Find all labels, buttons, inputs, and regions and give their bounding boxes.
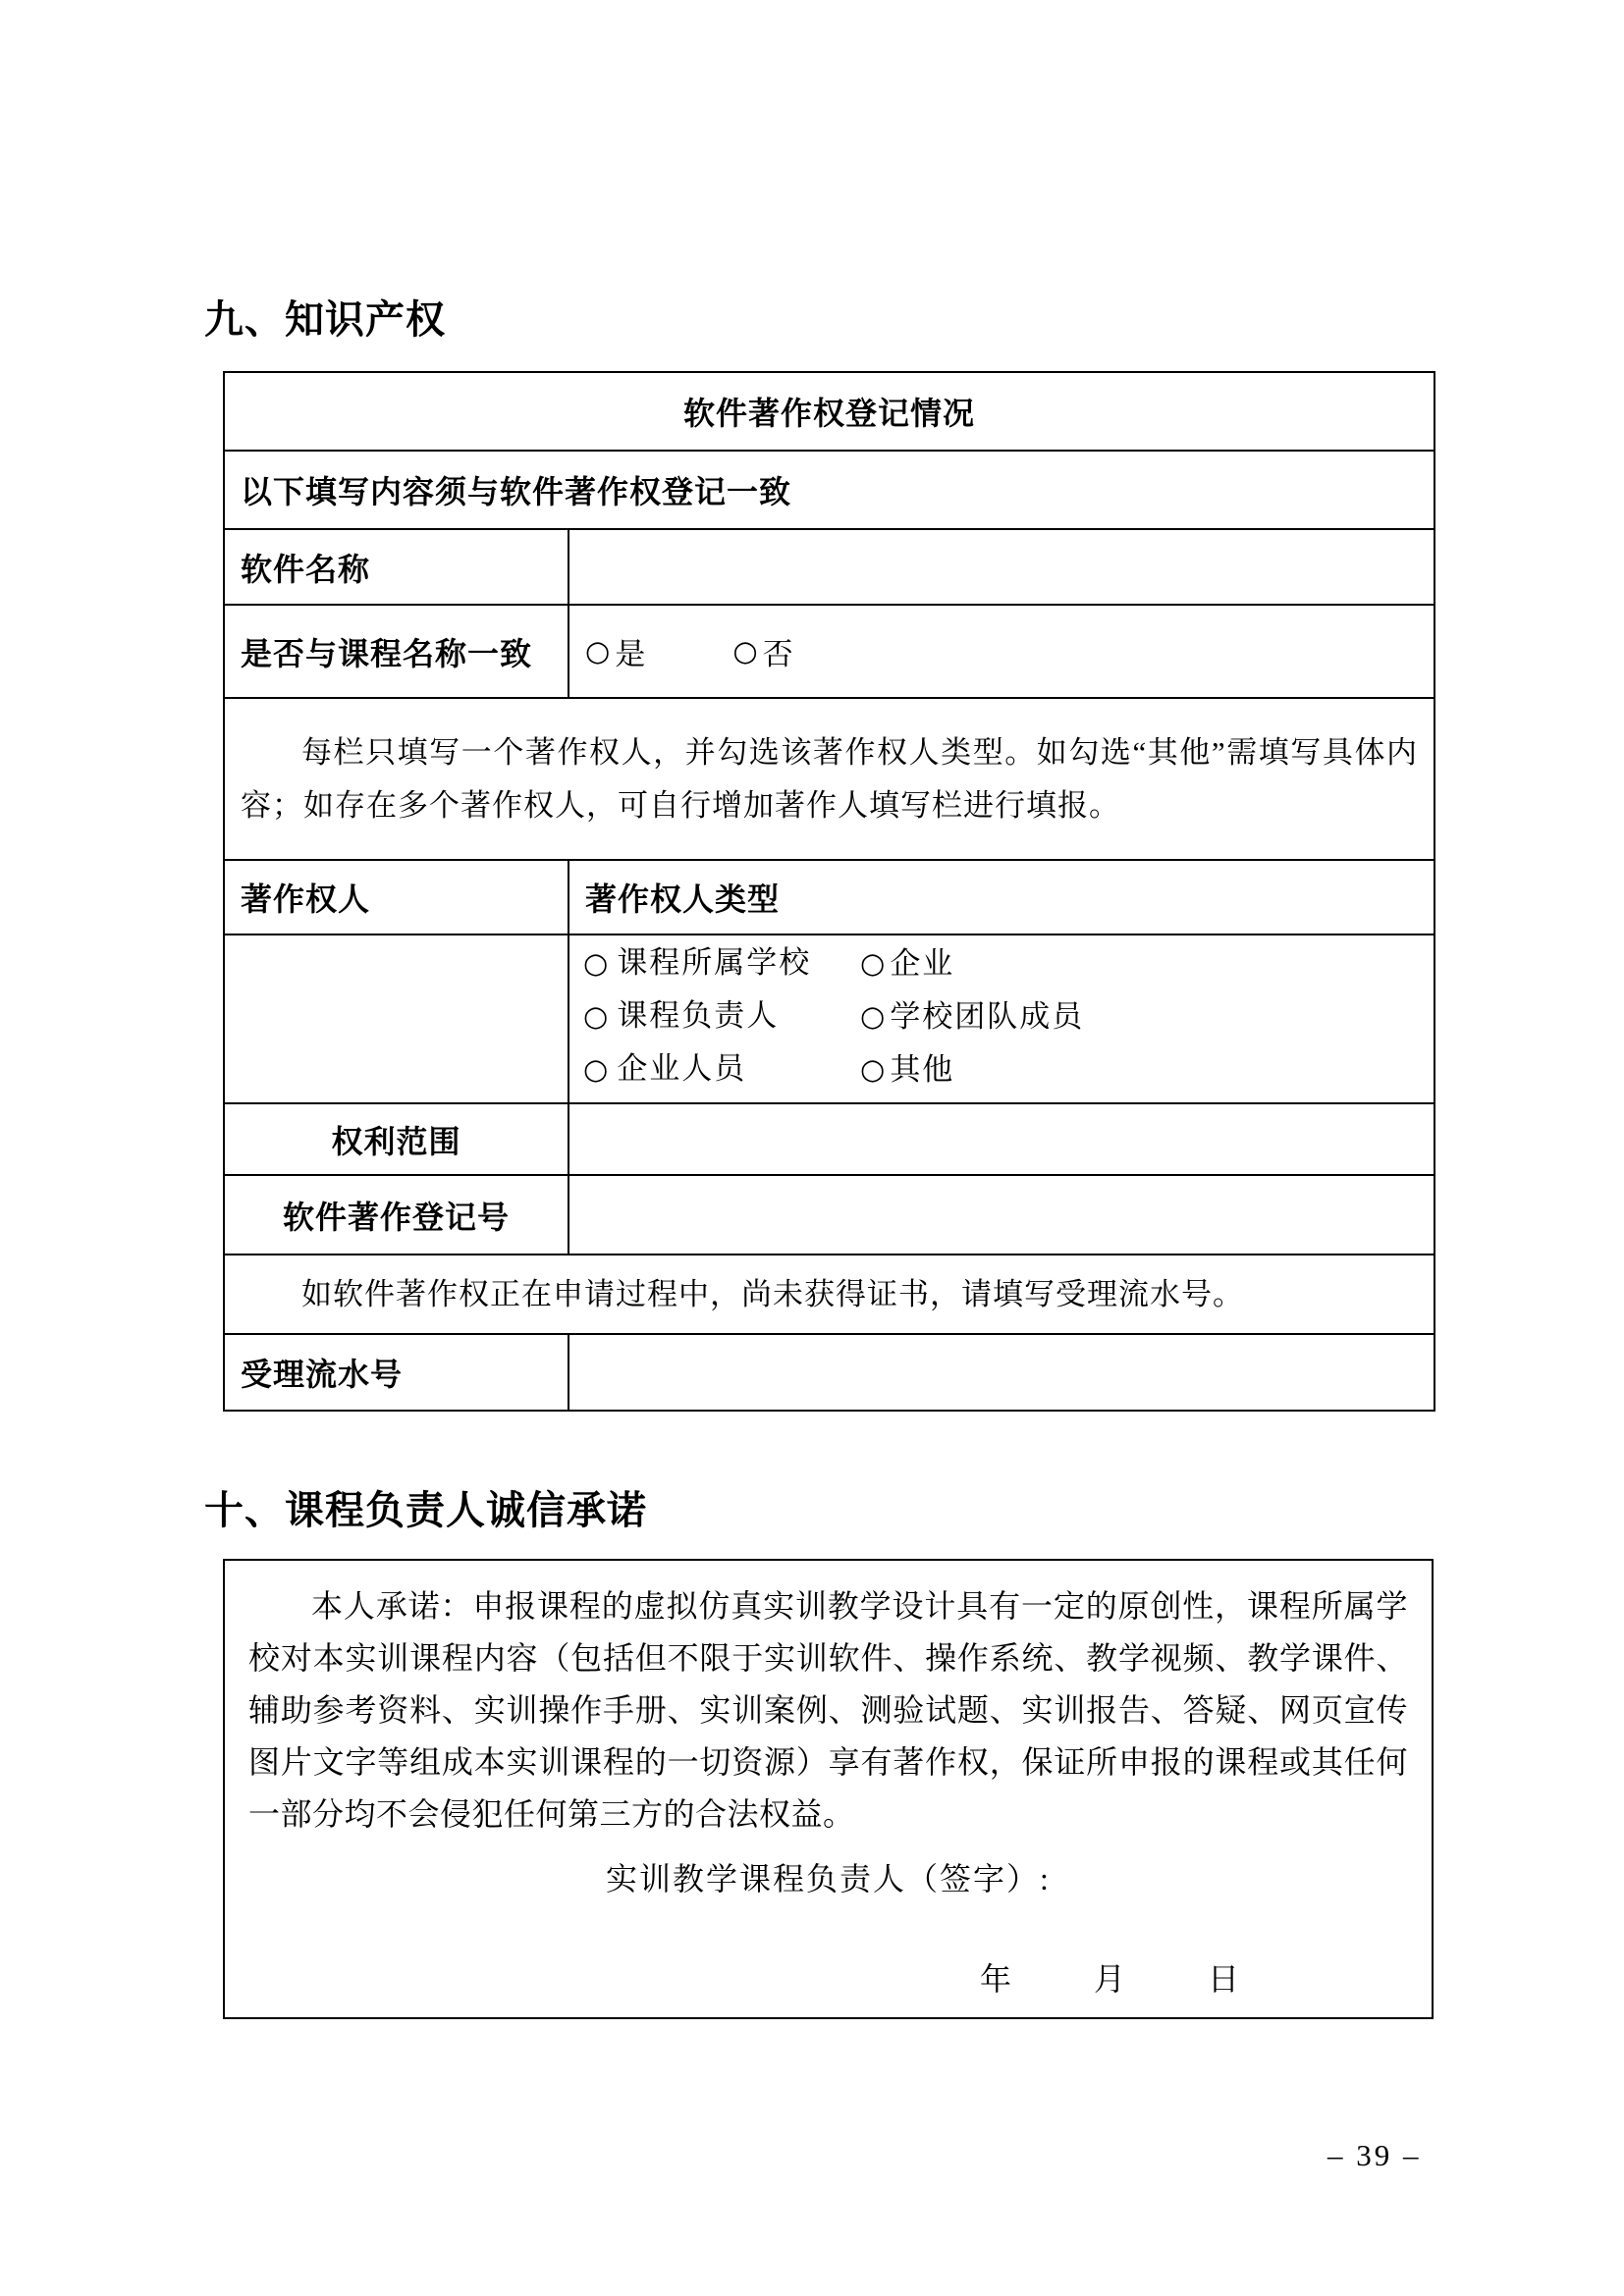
date-line[interactable] bbox=[248, 1954, 1408, 2000]
radio-icon[interactable]: ○ bbox=[732, 634, 758, 667]
radio-icon[interactable]: ○ bbox=[583, 1052, 609, 1086]
commitment-box bbox=[223, 1559, 1434, 2019]
table-title: 软件著作权登记情况 bbox=[224, 372, 1435, 451]
registration-no-label: 软件著作登记号 bbox=[224, 1175, 568, 1255]
section-9-title: 九、知识产权 bbox=[204, 298, 446, 342]
radio-option-label: 学校团队成员 bbox=[890, 998, 1085, 1034]
radio-option-yes[interactable] bbox=[585, 629, 647, 673]
signature-label[interactable]: 实训教学课程负责人（签字）: bbox=[606, 1861, 1051, 1896]
rights-scope-input-cell[interactable] bbox=[568, 1103, 1435, 1175]
radio-option-course-leader[interactable] bbox=[583, 992, 856, 1045]
serial-no-label: 受理流水号 bbox=[224, 1334, 568, 1411]
radio-icon[interactable]: ○ bbox=[860, 946, 886, 980]
radio-option-school-team-member[interactable] bbox=[860, 993, 1084, 1041]
radio-option-label: 其他 bbox=[890, 1051, 955, 1087]
radio-option-label: 否 bbox=[762, 637, 795, 671]
date-year-label: 年 bbox=[980, 1961, 1012, 1997]
date-month-label: 月 bbox=[1094, 1961, 1126, 1997]
radio-icon[interactable]: ○ bbox=[860, 1052, 886, 1086]
commitment-text: 本人承诺：申报课程的虚拟仿真实训教学设计具有一定的原创性，课程所属学校对本实训课程内容（包括但不限于实训软件、操作系统、教学视频、教学课件、辅助参考资料、实训操作手册、实训案例、测验试题、实训报告、答疑、网页宣传图片文字等组成本实训课程的一切资源）享有著作权，保证所申报的课程或其任何一部分均不会侵犯任何第三方的合法权益。 bbox=[248, 1588, 1408, 1832]
software-name-label: 软件名称 bbox=[224, 529, 568, 605]
radio-option-label: 企业 bbox=[890, 945, 955, 981]
radio-icon[interactable]: ○ bbox=[860, 999, 886, 1033]
owner-type-label: 著作权人类型 bbox=[568, 860, 1435, 934]
owner-label: 著作权人 bbox=[224, 860, 568, 934]
radio-option-course-school[interactable] bbox=[583, 939, 856, 992]
radio-option-label: 是 bbox=[615, 637, 648, 671]
match-course-options-cell bbox=[568, 605, 1435, 698]
radio-option-label: 企业人员 bbox=[617, 1051, 747, 1086]
copyright-registration-table bbox=[223, 371, 1435, 1412]
radio-icon[interactable]: ○ bbox=[585, 634, 611, 667]
owner-fill-instruction: 每栏只填写一个著作权人，并勾选该著作权人类型。如勾选“其他”需填写具体内容；如存在多个著作权人，可自行增加著作人填写栏进行填报。 bbox=[224, 698, 1435, 860]
radio-option-other[interactable] bbox=[860, 1046, 954, 1094]
table-note: 以下填写内容须与软件著作权登记一致 bbox=[224, 451, 1435, 529]
match-course-label: 是否与课程名称一致 bbox=[224, 605, 568, 698]
radio-icon[interactable]: ○ bbox=[583, 999, 609, 1033]
date-day-label: 日 bbox=[1208, 1961, 1240, 1997]
page-number: – 39 – bbox=[1327, 2138, 1422, 2172]
radio-icon[interactable]: ○ bbox=[583, 946, 609, 980]
pending-note: 如软件著作权正在申请过程中，尚未获得证书，请填写受理流水号。 bbox=[224, 1255, 1435, 1334]
radio-option-enterprise-staff[interactable] bbox=[583, 1045, 856, 1098]
rights-scope-label: 权利范围 bbox=[224, 1103, 568, 1175]
registration-no-input-cell[interactable] bbox=[568, 1175, 1435, 1255]
radio-option-enterprise[interactable] bbox=[860, 940, 954, 988]
owner-input-cell[interactable] bbox=[224, 934, 568, 1103]
radio-option-label: 课程负责人 bbox=[617, 998, 780, 1033]
serial-no-input-cell[interactable] bbox=[568, 1334, 1435, 1411]
owner-type-options-cell bbox=[568, 934, 1435, 1103]
radio-option-no[interactable] bbox=[732, 629, 794, 673]
section-10-title: 十、课程负责人诚信承诺 bbox=[204, 1489, 647, 1532]
software-name-input-cell[interactable] bbox=[568, 529, 1435, 605]
radio-option-label: 课程所属学校 bbox=[617, 945, 812, 980]
